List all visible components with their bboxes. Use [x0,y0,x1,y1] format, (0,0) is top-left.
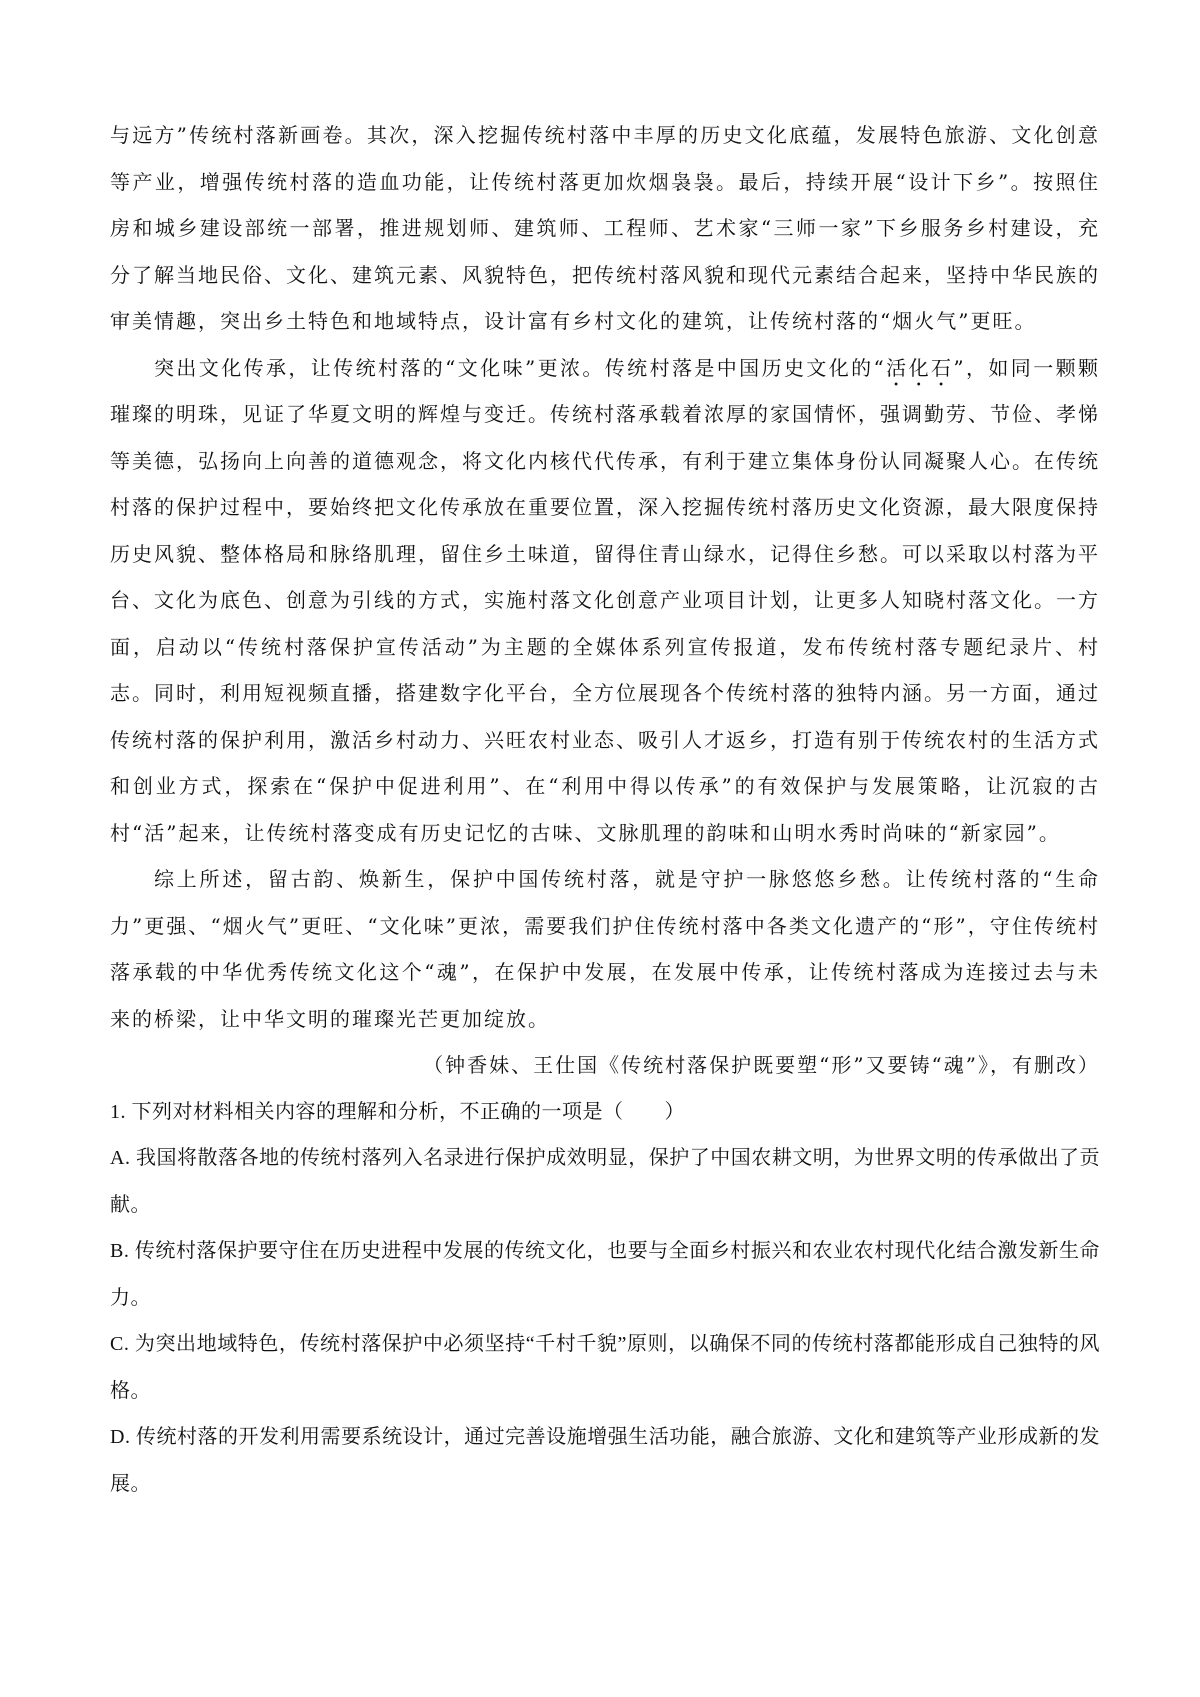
option-d: D. 传统村落的开发利用需要系统设计，通过完善设施增强生活功能，融合旅游、文化和建筑等产业形成新的发展。 [110,1426,1100,1495]
option-a: A. 我国将散落各地的传统村落列入名录进行保护成效明显，保护了中国农耕文明，为世界文明的传承做出了贡献。 [110,1147,1100,1216]
option-b: B. 传统村落保护要守住在历史进程中发展的传统文化，也要与全面乡村振兴和农业农村现代化结合激发新生命力。 [110,1240,1100,1309]
source-citation: （钟香妹、王仕国《传统村落保护既要塑“形”又要铸“魂”》，有删改） [423,1053,1100,1077]
emphasized-term: 活化石 [885,355,954,380]
passage-paragraph-2-start: 突出文化传承，让传统村落的“文化味”更浓。传统村落是中国历史文化的“ [154,355,886,380]
passage-paragraph-1: 与远方”传统村落新画卷。其次，深入挖掘传统村落中丰厚的历史文化底蕴，发展特色旅游、文化创意等产业，增强传统村落的造血功能，让传统村落更加炊烟袅袅。最后，持续开展“设计下乡”。按照住房和城乡建设部统一部署，推进规划师、建筑师、工程师、艺术家“三师一家”下乡服务乡村建设，充分了解当地民俗、文化、建筑元素、风貌特色，把传统村落风貌和现代元素结合起来，坚持中华民族的审美情趣，突出乡土特色和地域特点，设计富有乡村文化的建筑，让传统村落的“烟火气”更旺。 [110,123,1100,333]
passage-paragraph-2 [110,345,1100,857]
question-stem: 1. 下列对材料相关内容的理解和分析，不正确的一项是（ ） [110,1100,685,1123]
passage-paragraph-2-rest: ”，如同一颗颗璀璨的明珠，见证了华夏文明的辉煌与变迁。传统村落承载着浓厚的家国情怀，强调勤劳、节俭、孝悌等美德，弘扬向上向善的道德观念，将文化内核代代传承，有利于建立集体身份认同凝聚人心。在传统村落的保护过程中，要始终把文化传承放在重要位置，深入挖掘传统村落历史文化资源，最大限度保持历史风貌、整体格局和脉络肌理，留住乡土味道，留得住青山绿水，记得住乡愁。可以采取以村落为平台、文化为底色、创意为引线的方式，实施村落文化创意产业项目计划，让更多人知晓村落文化。一方面，启动以“传统村落保护宣传活动”为主题的全媒体系列宣传报道，发布传统村落专题纪录片、村志。同时，利用短视频直播，搭建数字化平台，全方位展现各个传统村落的独特内涵。另一方面，通过传统村落的保护利用，激活乡村动力、兴旺农村业态、吸引人才返乡，打造有别于传统农村的生活方式和创业方式，探索在“保护中促进利用”、在“利用中得以传承”的有效保护与发展策略，让沉寂的古村“活”起来，让传统村落变成有历史记忆的古味、文脉肌理的韵味和山明水秀时尚味的“新家园”。 [110,355,1100,845]
passage-paragraph-3: 综上所述，留古韵、焕新生，保护中国传统村落，就是守护一脉悠悠乡愁。让传统村落的“生命力”更强、“烟火气”更旺、“文化味”更浓，需要我们护住传统村落中各类文化遗产的“形”，守住传统村落承载的中华优秀传统文化这个“魂”，在保护中发展，在发展中传承，让传统村落成为连接过去与未来的桥梁，让中华文明的璀璨光芒更加绽放。 [110,867,1100,1031]
option-c: C. 为突出地域特色，传统村落保护中必须坚持“千村千貌”原则，以确保不同的传统村落都能形成自己独特的风格。 [110,1333,1100,1402]
document-page [110,112,1100,1507]
